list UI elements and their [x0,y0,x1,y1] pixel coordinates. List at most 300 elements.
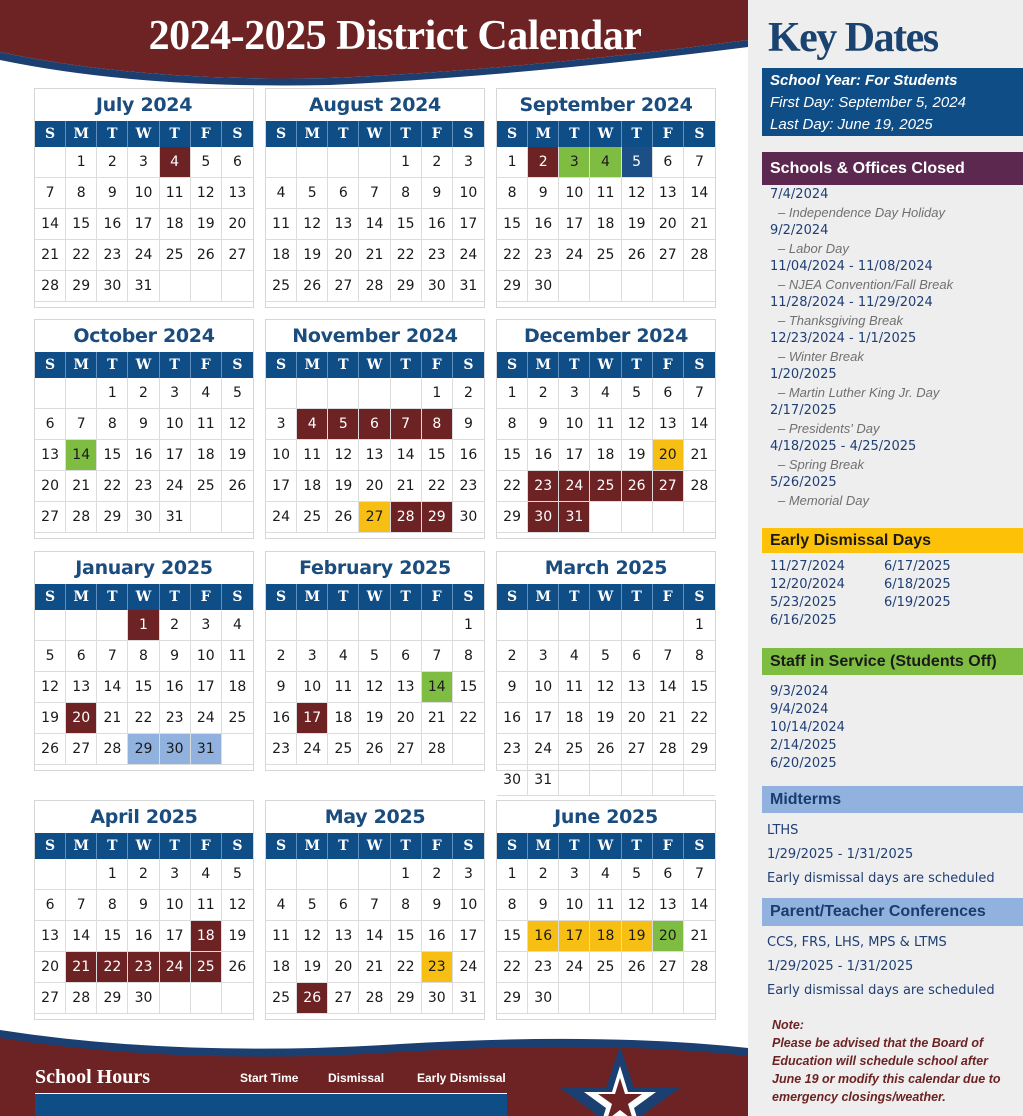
day-cell: 2 [422,147,453,178]
month-title: August 2024 [309,94,441,116]
empty-day-cell [297,378,328,409]
empty-day-cell [297,147,328,178]
day-cell: 26 [222,952,253,983]
week-row [35,610,253,641]
weekday-label: T [328,833,359,859]
day-cell: 25 [328,734,359,765]
day-cell: 14 [359,209,390,240]
weekday-label: T [160,584,191,610]
day-cell: 6 [35,409,66,440]
day-cell: 10 [128,178,159,209]
day-cell: 15 [497,440,528,471]
day-cell: 10 [559,890,590,921]
day-cell: 20 [391,703,422,734]
day-cell: 14 [97,672,128,703]
day-cell: 14 [422,672,453,703]
day-cell: 5 [222,378,253,409]
day-cell: 4 [328,641,359,672]
day-cell: 24 [297,734,328,765]
day-cell: 12 [35,672,66,703]
closed-description: – Thanksgiving Break [778,313,904,328]
day-cell: 1 [684,610,715,641]
day-cell: 2 [497,641,528,672]
weekday-label: S [232,589,243,605]
staff-in-service-list [770,683,845,773]
weekday-label: T [391,584,422,610]
day-cell: 29 [128,734,159,765]
day-cell: 31 [559,502,590,533]
midterms-details [767,819,995,891]
empty-day-cell [297,859,328,890]
day-cell: 26 [35,734,66,765]
month-title: June 2025 [554,806,658,828]
day-cell: 24 [266,502,297,533]
day-cell: 28 [97,734,128,765]
week-row [35,921,253,952]
week-row [266,178,484,209]
day-cell: 7 [422,641,453,672]
day-cell: 4 [160,147,191,178]
day-cell: 1 [391,859,422,890]
empty-day-cell [391,610,422,641]
month-calendar [34,88,254,308]
day-cell: 17 [559,921,590,952]
day-cell: 22 [453,703,484,734]
month-title: December 2024 [523,325,689,347]
day-cell: 9 [497,672,528,703]
day-cell: 27 [622,734,653,765]
day-cell: 31 [191,734,222,765]
day-cell: 17 [528,703,559,734]
weekday-label: W [590,121,621,147]
week-row [35,859,253,890]
weekday-label: W [128,121,159,147]
day-cell: 4 [590,147,621,178]
week-row [497,440,715,471]
weekday-label: M [528,584,559,610]
empty-day-cell [328,147,359,178]
weekday-label: T [328,352,359,378]
day-cell: 15 [497,921,528,952]
day-cell: 21 [359,240,390,271]
early-date: 5/23/2025 [770,595,837,610]
empty-day-cell [559,271,590,302]
day-cell: 1 [497,147,528,178]
day-cell: 27 [35,502,66,533]
empty-day-cell [66,378,97,409]
day-cell: 18 [266,240,297,271]
weekday-header [497,352,715,378]
day-cell: 3 [559,147,590,178]
day-cell: 27 [328,983,359,1014]
day-cell: 20 [359,471,390,502]
day-cell: 25 [222,703,253,734]
week-row [35,209,253,240]
day-cell: 6 [622,641,653,672]
month-title: November 2024 [292,325,458,347]
empty-day-cell [622,271,653,302]
day-cell: 30 [128,983,159,1014]
day-cell: 30 [128,502,159,533]
day-cell: 11 [191,409,222,440]
empty-day-cell [222,502,253,533]
day-cell: 18 [590,921,621,952]
month-calendar [496,88,716,308]
weekday-label: S [266,833,297,859]
week-row [35,672,253,703]
day-cell: 29 [497,502,528,533]
empty-day-cell [359,859,390,890]
conferences-note: Early dismissal days are scheduled [767,983,995,998]
weekday-label: M [66,121,97,147]
school-year-box [762,68,1023,136]
day-cell: 4 [590,859,621,890]
day-cell: 1 [453,610,484,641]
empty-day-cell [497,610,528,641]
first-day-text: First Day: September 5, 2024 [770,94,966,111]
day-cell: 20 [35,471,66,502]
day-cell: 10 [160,890,191,921]
weekday-label: T [160,352,191,378]
day-cell: 17 [297,703,328,734]
day-cell: 2 [128,859,159,890]
board-note [772,1016,1012,1106]
day-cell: 19 [328,471,359,502]
month-title: October 2024 [73,325,215,347]
day-cell: 14 [66,440,97,471]
star-icon [540,1044,700,1116]
day-cell: 23 [266,734,297,765]
week-row [497,734,715,765]
day-cell: 25 [191,952,222,983]
week-row [266,502,484,533]
closed-date: 1/20/2025 [770,367,837,382]
day-cell: 28 [66,983,97,1014]
day-cell: 3 [453,147,484,178]
day-cell: 28 [684,471,715,502]
day-cell: 23 [528,240,559,271]
day-cell: 9 [128,409,159,440]
week-row [497,209,715,240]
last-day-text: Last Day: June 19, 2025 [770,116,933,133]
day-cell: 24 [528,734,559,765]
empty-day-cell [622,610,653,641]
day-cell: 24 [559,240,590,271]
weekday-label: S [463,126,474,142]
day-cell: 12 [359,672,390,703]
weekday-label: S [497,584,528,610]
weekday-label: T [622,584,653,610]
closed-description: – Spring Break [778,457,864,472]
day-cell: 29 [66,271,97,302]
day-cell: 8 [497,409,528,440]
day-cell: 23 [528,471,559,502]
week-row [266,734,484,765]
start-time-header: Start Time [240,1071,299,1085]
day-cell: 20 [653,440,684,471]
day-cell: 24 [453,952,484,983]
weekday-label: S [463,838,474,854]
weekday-label: S [266,121,297,147]
day-cell: 27 [66,734,97,765]
weekday-header [266,584,484,610]
day-cell: 7 [684,147,715,178]
weekday-label: F [653,584,684,610]
day-cell: 13 [359,440,390,471]
week-row [266,471,484,502]
day-cell: 20 [653,921,684,952]
day-cell: 30 [422,271,453,302]
day-cell: 24 [160,952,191,983]
weekday-label: F [653,121,684,147]
day-cell: 6 [653,859,684,890]
weekday-label: S [694,357,705,373]
weekday-label: W [590,352,621,378]
weekday-label: S [232,838,243,854]
day-cell: 26 [297,271,328,302]
day-cell: 19 [222,921,253,952]
weekday-header [497,584,715,610]
day-cell: 12 [297,921,328,952]
day-cell: 19 [35,703,66,734]
day-cell: 4 [222,610,253,641]
weekday-label: W [359,121,390,147]
weekday-label: F [191,584,222,610]
day-cell: 29 [422,502,453,533]
closed-date: 2/17/2025 [770,403,837,418]
day-cell: 29 [684,734,715,765]
weekday-label: F [422,584,453,610]
day-cell: 16 [528,440,559,471]
day-cell: 27 [222,240,253,271]
day-cell: 21 [422,703,453,734]
day-cell: 28 [653,734,684,765]
week-row [35,703,253,734]
day-cell: 22 [422,471,453,502]
closed-description: – Winter Break [778,349,864,364]
school-hours-title: School Hours [35,1066,151,1088]
day-cell: 20 [653,209,684,240]
week-row [266,240,484,271]
day-cell: 2 [453,378,484,409]
weekday-header [35,584,253,610]
early-dismissal-list [770,558,1010,630]
day-cell: 5 [297,890,328,921]
weekday-label: W [128,584,159,610]
day-cell: 6 [222,147,253,178]
key-dates-title: Key Dates [768,15,938,61]
weekday-label: T [160,121,191,147]
empty-day-cell [191,983,222,1014]
week-row [266,641,484,672]
midterms-school: LTHS [767,823,799,838]
day-cell: 11 [222,641,253,672]
empty-day-cell [191,271,222,302]
day-cell: 16 [422,209,453,240]
day-cell: 27 [359,502,390,533]
day-cell: 13 [653,178,684,209]
day-cell: 24 [453,240,484,271]
empty-day-cell [684,271,715,302]
empty-day-cell [559,765,590,796]
day-cell: 21 [684,209,715,240]
week-row [35,271,253,302]
day-cell: 26 [622,471,653,502]
day-cell: 22 [497,240,528,271]
day-cell: 25 [590,952,621,983]
early-date: 6/16/2025 [770,613,837,628]
early-dismissal-heading: Early Dismissal Days [762,528,1023,553]
day-cell: 25 [590,471,621,502]
day-cell: 1 [97,378,128,409]
empty-day-cell [297,610,328,641]
day-cell: 21 [653,703,684,734]
day-cell: 5 [297,178,328,209]
day-cell: 31 [528,765,559,796]
day-cell: 22 [497,471,528,502]
day-cell: 23 [128,471,159,502]
day-cell: 15 [497,209,528,240]
week-row [35,440,253,471]
day-cell: 30 [97,271,128,302]
day-cell: 9 [453,409,484,440]
conferences-schools: CCS, FRS, LHS, MPS & LTMS [767,935,947,950]
day-cell: 12 [590,672,621,703]
empty-day-cell [66,610,97,641]
day-cell: 2 [528,859,559,890]
weekday-label: F [422,833,453,859]
week-row [497,502,715,533]
day-cell: 7 [653,641,684,672]
week-row [35,147,253,178]
day-cell: 17 [559,209,590,240]
day-cell: 18 [590,209,621,240]
weekday-label: M [66,352,97,378]
day-cell: 12 [622,890,653,921]
month-title: May 2025 [324,806,426,828]
day-cell: 6 [328,178,359,209]
day-cell: 1 [391,147,422,178]
day-cell: 3 [528,641,559,672]
day-cell: 15 [422,440,453,471]
day-cell: 30 [160,734,191,765]
day-cell: 21 [684,921,715,952]
day-cell: 15 [453,672,484,703]
day-cell: 28 [359,271,390,302]
conferences-heading: Parent/Teacher Conferences [762,898,1023,926]
weekday-label: F [422,352,453,378]
weekday-label: S [232,357,243,373]
day-cell: 19 [191,209,222,240]
week-row [497,859,715,890]
day-cell: 22 [97,952,128,983]
day-cell: 3 [559,859,590,890]
day-cell: 10 [160,409,191,440]
dismissal-header: Dismissal [328,1071,385,1085]
empty-day-cell [653,983,684,1014]
weekday-label: T [622,352,653,378]
day-cell: 11 [590,890,621,921]
weekday-label: W [590,584,621,610]
day-cell: 17 [160,440,191,471]
week-row [35,409,253,440]
closed-description: – Martin Luther King Jr. Day [778,385,940,400]
staff-date: 9/3/2024 [770,684,829,699]
week-row [497,921,715,952]
month-title: September 2024 [519,94,693,116]
day-cell: 19 [222,440,253,471]
day-cell: 20 [66,703,97,734]
day-cell: 30 [422,983,453,1014]
day-cell: 19 [590,703,621,734]
weekday-label: T [328,584,359,610]
week-row [497,271,715,302]
day-cell: 3 [160,378,191,409]
day-cell: 26 [359,734,390,765]
day-cell: 7 [97,641,128,672]
week-row [35,890,253,921]
day-cell: 15 [97,440,128,471]
week-row [497,610,715,641]
day-cell: 15 [128,672,159,703]
day-cell: 12 [222,890,253,921]
day-cell: 22 [497,952,528,983]
empty-day-cell [328,378,359,409]
week-row [35,502,253,533]
day-cell: 18 [160,209,191,240]
day-cell: 11 [160,178,191,209]
note-label: Note: [772,1018,804,1032]
day-cell: 6 [653,378,684,409]
day-cell: 9 [422,178,453,209]
weekday-label: T [97,833,128,859]
weekday-label: F [653,833,684,859]
day-cell: 17 [160,921,191,952]
day-cell: 14 [684,890,715,921]
midterms-heading: Midterms [762,786,1023,813]
week-row [497,409,715,440]
school-year-heading: School Year: For Students [770,72,958,89]
staff-in-service-heading: Staff in Service (Students Off) [762,648,1023,675]
early-date: 6/17/2025 [884,559,951,574]
day-cell: 8 [128,641,159,672]
weekday-label: T [97,352,128,378]
month-calendar [34,800,254,1020]
day-cell: 21 [391,471,422,502]
day-cell: 23 [453,471,484,502]
month-calendar [34,319,254,539]
day-cell: 18 [297,471,328,502]
weekday-label: S [232,126,243,142]
day-cell: 1 [422,378,453,409]
weekday-label: S [35,352,66,378]
weekday-label: M [297,352,328,378]
day-cell: 11 [328,672,359,703]
early-date: 6/18/2025 [884,577,951,592]
day-cell: 16 [97,209,128,240]
day-cell: 8 [453,641,484,672]
day-cell: 28 [422,734,453,765]
day-cell: 3 [191,610,222,641]
week-row [497,240,715,271]
day-cell: 16 [528,921,559,952]
day-cell: 8 [66,178,97,209]
closed-date: 12/23/2024 - 1/1/2025 [770,331,917,346]
day-cell: 19 [622,921,653,952]
day-cell: 27 [653,952,684,983]
month-calendar [496,551,716,788]
day-cell: 21 [359,952,390,983]
